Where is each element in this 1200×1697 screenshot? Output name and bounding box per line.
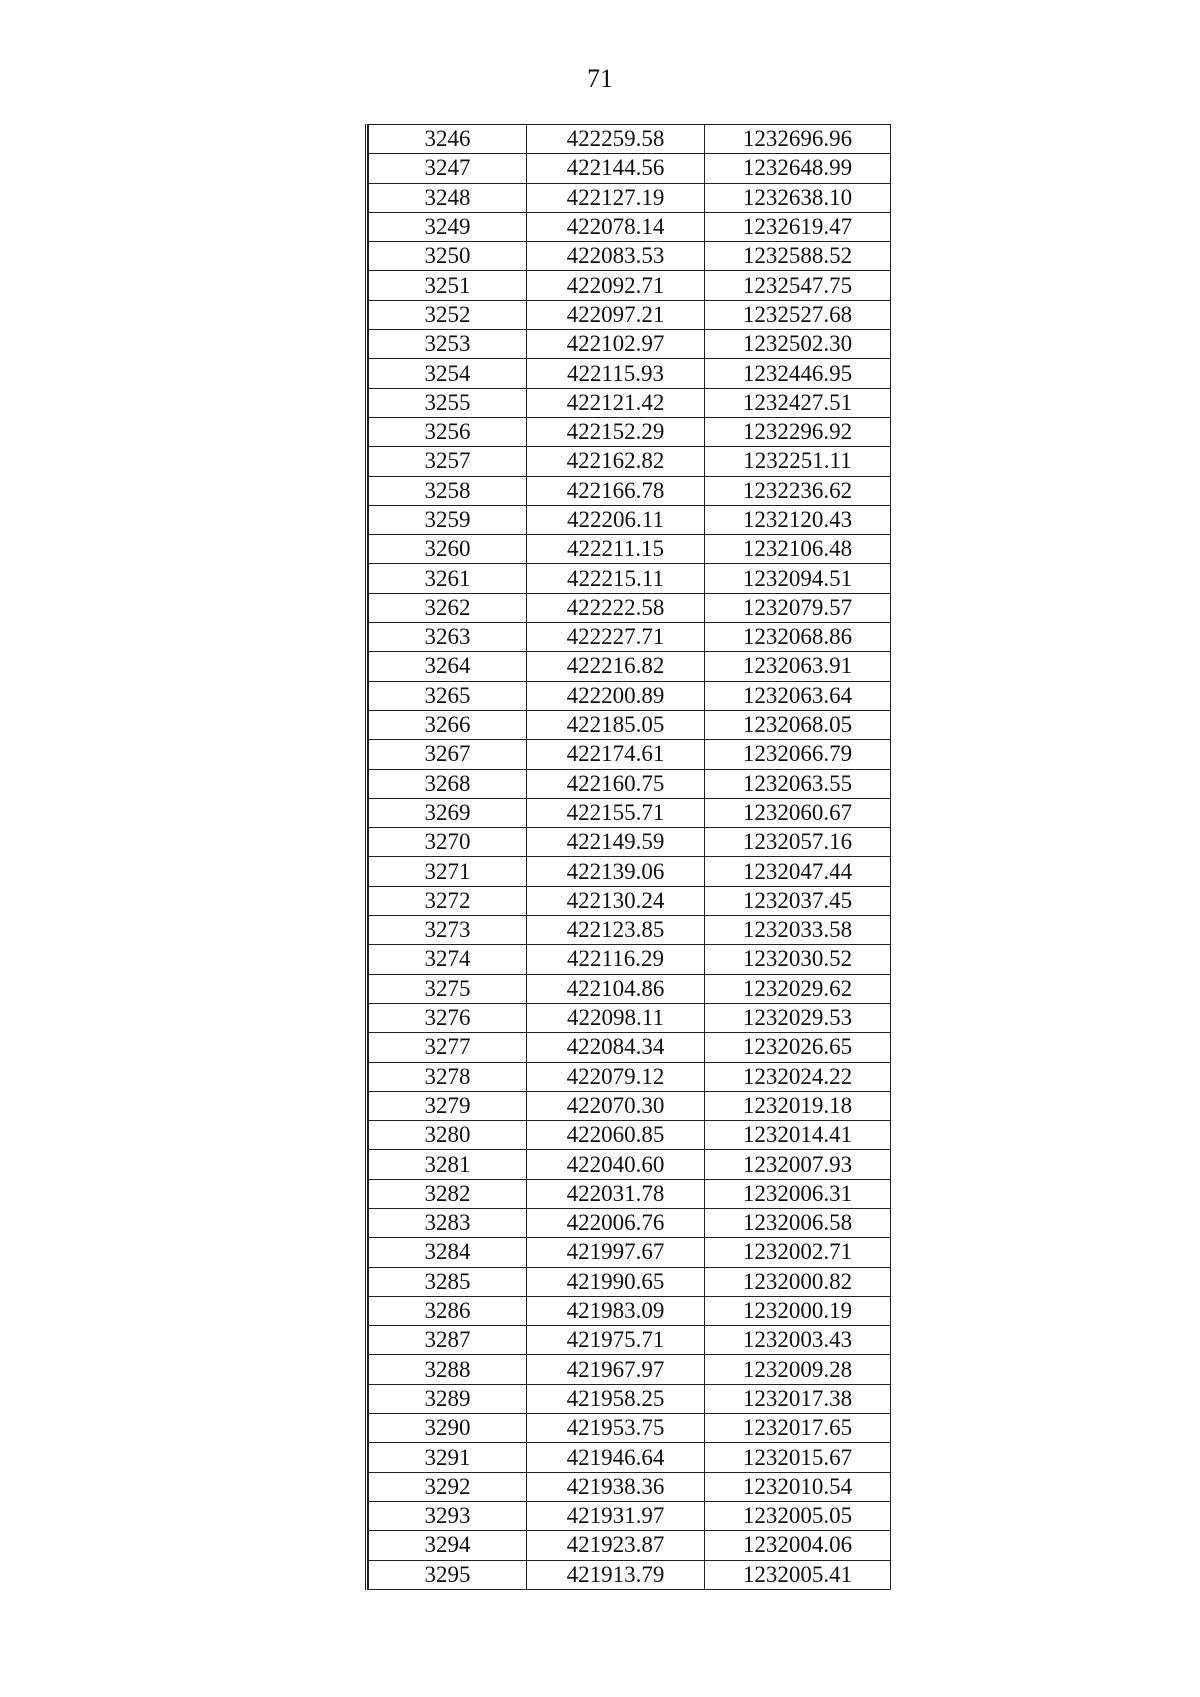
x-coordinate-cell: 422078.14 — [527, 212, 705, 241]
point-number-cell: 3263 — [369, 623, 527, 652]
point-number-cell: 3252 — [369, 300, 527, 329]
table-row — [369, 476, 891, 505]
table-row — [369, 886, 891, 915]
point-number-cell: 3281 — [369, 1150, 527, 1179]
y-coordinate-cell: 1232003.43 — [705, 1326, 891, 1355]
point-number-cell: 3258 — [369, 476, 527, 505]
table-row — [369, 1003, 891, 1032]
point-number-cell: 3278 — [369, 1062, 527, 1091]
table-row — [369, 740, 891, 769]
point-number-cell: 3264 — [369, 652, 527, 681]
point-number-cell: 3274 — [369, 945, 527, 974]
x-coordinate-cell: 422123.85 — [527, 916, 705, 945]
y-coordinate-cell: 1232619.47 — [705, 212, 891, 241]
x-coordinate-cell: 422162.82 — [527, 447, 705, 476]
x-coordinate-cell: 422160.75 — [527, 769, 705, 798]
table-row — [369, 447, 891, 476]
y-coordinate-cell: 1232120.43 — [705, 505, 891, 534]
point-number-cell: 3266 — [369, 710, 527, 739]
point-number-cell: 3276 — [369, 1003, 527, 1032]
point-number-cell: 3269 — [369, 798, 527, 827]
y-coordinate-cell: 1232446.95 — [705, 359, 891, 388]
y-coordinate-cell: 1232427.51 — [705, 388, 891, 417]
point-number-cell: 3291 — [369, 1443, 527, 1472]
x-coordinate-cell: 422215.11 — [527, 564, 705, 593]
point-number-cell: 3287 — [369, 1326, 527, 1355]
point-number-cell: 3270 — [369, 828, 527, 857]
y-coordinate-cell: 1232251.11 — [705, 447, 891, 476]
y-coordinate-cell: 1232648.99 — [705, 154, 891, 183]
point-number-cell: 3267 — [369, 740, 527, 769]
table-row — [369, 359, 891, 388]
x-coordinate-cell: 421997.67 — [527, 1238, 705, 1267]
table-row — [369, 1296, 891, 1325]
table-row — [369, 916, 891, 945]
table-row — [369, 1501, 891, 1530]
table-row — [369, 330, 891, 359]
y-coordinate-cell: 1232005.05 — [705, 1501, 891, 1530]
point-number-cell: 3288 — [369, 1355, 527, 1384]
y-coordinate-cell: 1232000.82 — [705, 1267, 891, 1296]
coordinates-table — [368, 124, 891, 1590]
table-row — [369, 974, 891, 1003]
y-coordinate-cell: 1232033.58 — [705, 916, 891, 945]
table-row — [369, 945, 891, 974]
x-coordinate-cell: 422040.60 — [527, 1150, 705, 1179]
table-row — [369, 1267, 891, 1296]
y-coordinate-cell: 1232236.62 — [705, 476, 891, 505]
y-coordinate-cell: 1232007.93 — [705, 1150, 891, 1179]
x-coordinate-cell: 422121.42 — [527, 388, 705, 417]
table-row — [369, 1179, 891, 1208]
y-coordinate-cell: 1232000.19 — [705, 1296, 891, 1325]
y-coordinate-cell: 1232009.28 — [705, 1355, 891, 1384]
table-row — [369, 212, 891, 241]
table-row — [369, 1443, 891, 1472]
y-coordinate-cell: 1232063.91 — [705, 652, 891, 681]
x-coordinate-cell: 422098.11 — [527, 1003, 705, 1032]
table-row — [369, 1472, 891, 1501]
table-row — [369, 652, 891, 681]
point-number-cell: 3259 — [369, 505, 527, 534]
table-row — [369, 300, 891, 329]
table-row — [369, 388, 891, 417]
y-coordinate-cell: 1232024.22 — [705, 1062, 891, 1091]
x-coordinate-cell: 422031.78 — [527, 1179, 705, 1208]
x-coordinate-cell: 421983.09 — [527, 1296, 705, 1325]
point-number-cell: 3262 — [369, 593, 527, 622]
point-number-cell: 3284 — [369, 1238, 527, 1267]
y-coordinate-cell: 1232696.96 — [705, 125, 891, 154]
y-coordinate-cell: 1232017.65 — [705, 1414, 891, 1443]
y-coordinate-cell: 1232068.05 — [705, 710, 891, 739]
point-number-cell: 3289 — [369, 1384, 527, 1413]
y-coordinate-cell: 1232079.57 — [705, 593, 891, 622]
y-coordinate-cell: 1232547.75 — [705, 271, 891, 300]
table-row — [369, 183, 891, 212]
x-coordinate-cell: 422144.56 — [527, 154, 705, 183]
table-row — [369, 623, 891, 652]
x-coordinate-cell: 422227.71 — [527, 623, 705, 652]
table-row — [369, 857, 891, 886]
point-number-cell: 3283 — [369, 1208, 527, 1237]
table-row — [369, 1062, 891, 1091]
point-number-cell: 3268 — [369, 769, 527, 798]
point-number-cell: 3250 — [369, 242, 527, 271]
x-coordinate-cell: 421931.97 — [527, 1501, 705, 1530]
x-coordinate-cell: 422115.93 — [527, 359, 705, 388]
y-coordinate-cell: 1232057.16 — [705, 828, 891, 857]
x-coordinate-cell: 422222.58 — [527, 593, 705, 622]
y-coordinate-cell: 1232002.71 — [705, 1238, 891, 1267]
x-coordinate-cell: 422127.19 — [527, 183, 705, 212]
y-coordinate-cell: 1232060.67 — [705, 798, 891, 827]
x-coordinate-cell: 421990.65 — [527, 1267, 705, 1296]
y-coordinate-cell: 1232006.31 — [705, 1179, 891, 1208]
y-coordinate-cell: 1232066.79 — [705, 740, 891, 769]
table-row — [369, 242, 891, 271]
x-coordinate-cell: 422185.05 — [527, 710, 705, 739]
point-number-cell: 3260 — [369, 535, 527, 564]
table-row — [369, 417, 891, 446]
y-coordinate-cell: 1232029.62 — [705, 974, 891, 1003]
point-number-cell: 3294 — [369, 1531, 527, 1560]
table-row — [369, 710, 891, 739]
y-coordinate-cell: 1232068.86 — [705, 623, 891, 652]
x-coordinate-cell: 421967.97 — [527, 1355, 705, 1384]
x-coordinate-cell: 421958.25 — [527, 1384, 705, 1413]
table-row — [369, 798, 891, 827]
y-coordinate-cell: 1232527.68 — [705, 300, 891, 329]
x-coordinate-cell: 422097.21 — [527, 300, 705, 329]
point-number-cell: 3251 — [369, 271, 527, 300]
point-number-cell: 3282 — [369, 1179, 527, 1208]
y-coordinate-cell: 1232296.92 — [705, 417, 891, 446]
table-row — [369, 1326, 891, 1355]
x-coordinate-cell: 421953.75 — [527, 1414, 705, 1443]
table-row — [369, 1560, 891, 1589]
coordinates-table-body — [369, 125, 891, 1590]
point-number-cell: 3256 — [369, 417, 527, 446]
point-number-cell: 3272 — [369, 886, 527, 915]
y-coordinate-cell: 1232014.41 — [705, 1121, 891, 1150]
x-coordinate-cell: 421946.64 — [527, 1443, 705, 1472]
x-coordinate-cell: 422166.78 — [527, 476, 705, 505]
table-row — [369, 1414, 891, 1443]
table-row — [369, 1121, 891, 1150]
point-number-cell: 3253 — [369, 330, 527, 359]
x-coordinate-cell: 421923.87 — [527, 1531, 705, 1560]
point-number-cell: 3271 — [369, 857, 527, 886]
y-coordinate-cell: 1232015.67 — [705, 1443, 891, 1472]
x-coordinate-cell: 422200.89 — [527, 681, 705, 710]
x-coordinate-cell: 422116.29 — [527, 945, 705, 974]
point-number-cell: 3286 — [369, 1296, 527, 1325]
point-number-cell: 3257 — [369, 447, 527, 476]
table-row — [369, 1091, 891, 1120]
table-row — [369, 828, 891, 857]
point-number-cell: 3277 — [369, 1033, 527, 1062]
point-number-cell: 3290 — [369, 1414, 527, 1443]
x-coordinate-cell: 422155.71 — [527, 798, 705, 827]
table-row — [369, 769, 891, 798]
point-number-cell: 3248 — [369, 183, 527, 212]
x-coordinate-cell: 422079.12 — [527, 1062, 705, 1091]
point-number-cell: 3261 — [369, 564, 527, 593]
y-coordinate-cell: 1232063.55 — [705, 769, 891, 798]
point-number-cell: 3279 — [369, 1091, 527, 1120]
point-number-cell: 3280 — [369, 1121, 527, 1150]
x-coordinate-cell: 422130.24 — [527, 886, 705, 915]
point-number-cell: 3246 — [369, 125, 527, 154]
x-coordinate-cell: 422102.97 — [527, 330, 705, 359]
table-row — [369, 535, 891, 564]
table-row — [369, 505, 891, 534]
point-number-cell: 3285 — [369, 1267, 527, 1296]
table-row — [369, 1531, 891, 1560]
point-number-cell: 3265 — [369, 681, 527, 710]
table-row — [369, 1150, 891, 1179]
x-coordinate-cell: 422174.61 — [527, 740, 705, 769]
x-coordinate-cell: 422104.86 — [527, 974, 705, 1003]
point-number-cell: 3247 — [369, 154, 527, 183]
x-coordinate-cell: 422211.15 — [527, 535, 705, 564]
y-coordinate-cell: 1232019.18 — [705, 1091, 891, 1120]
point-number-cell: 3254 — [369, 359, 527, 388]
table-row — [369, 1355, 891, 1384]
table-row — [369, 1384, 891, 1413]
y-coordinate-cell: 1232006.58 — [705, 1208, 891, 1237]
table-row — [369, 125, 891, 154]
x-coordinate-cell: 422259.58 — [527, 125, 705, 154]
x-coordinate-cell: 421975.71 — [527, 1326, 705, 1355]
point-number-cell: 3275 — [369, 974, 527, 1003]
y-coordinate-cell: 1232047.44 — [705, 857, 891, 886]
x-coordinate-cell: 422152.29 — [527, 417, 705, 446]
point-number-cell: 3292 — [369, 1472, 527, 1501]
x-coordinate-cell: 421938.36 — [527, 1472, 705, 1501]
table-row — [369, 681, 891, 710]
table-row — [369, 271, 891, 300]
y-coordinate-cell: 1232106.48 — [705, 535, 891, 564]
x-coordinate-cell: 422084.34 — [527, 1033, 705, 1062]
table-row — [369, 1238, 891, 1267]
y-coordinate-cell: 1232638.10 — [705, 183, 891, 212]
x-coordinate-cell: 422070.30 — [527, 1091, 705, 1120]
y-coordinate-cell: 1232026.65 — [705, 1033, 891, 1062]
page-number: 71 — [587, 64, 613, 93]
table-row — [369, 564, 891, 593]
y-coordinate-cell: 1232502.30 — [705, 330, 891, 359]
table-row — [369, 593, 891, 622]
point-number-cell: 3249 — [369, 212, 527, 241]
table-row — [369, 1033, 891, 1062]
x-coordinate-cell: 422006.76 — [527, 1208, 705, 1237]
y-coordinate-cell: 1232094.51 — [705, 564, 891, 593]
x-coordinate-cell: 422206.11 — [527, 505, 705, 534]
y-coordinate-cell: 1232017.38 — [705, 1384, 891, 1413]
table-row — [369, 154, 891, 183]
y-coordinate-cell: 1232004.06 — [705, 1531, 891, 1560]
x-coordinate-cell: 422092.71 — [527, 271, 705, 300]
x-coordinate-cell: 422149.59 — [527, 828, 705, 857]
point-number-cell: 3293 — [369, 1501, 527, 1530]
x-coordinate-cell: 422139.06 — [527, 857, 705, 886]
y-coordinate-cell: 1232037.45 — [705, 886, 891, 915]
x-coordinate-cell: 421913.79 — [527, 1560, 705, 1589]
point-number-cell: 3273 — [369, 916, 527, 945]
y-coordinate-cell: 1232063.64 — [705, 681, 891, 710]
coordinates-table-wrapper — [365, 124, 890, 1590]
point-number-cell: 3295 — [369, 1560, 527, 1589]
x-coordinate-cell: 422083.53 — [527, 242, 705, 271]
x-coordinate-cell: 422060.85 — [527, 1121, 705, 1150]
y-coordinate-cell: 1232005.41 — [705, 1560, 891, 1589]
point-number-cell: 3255 — [369, 388, 527, 417]
x-coordinate-cell: 422216.82 — [527, 652, 705, 681]
y-coordinate-cell: 1232010.54 — [705, 1472, 891, 1501]
y-coordinate-cell: 1232588.52 — [705, 242, 891, 271]
y-coordinate-cell: 1232029.53 — [705, 1003, 891, 1032]
y-coordinate-cell: 1232030.52 — [705, 945, 891, 974]
table-row — [369, 1208, 891, 1237]
